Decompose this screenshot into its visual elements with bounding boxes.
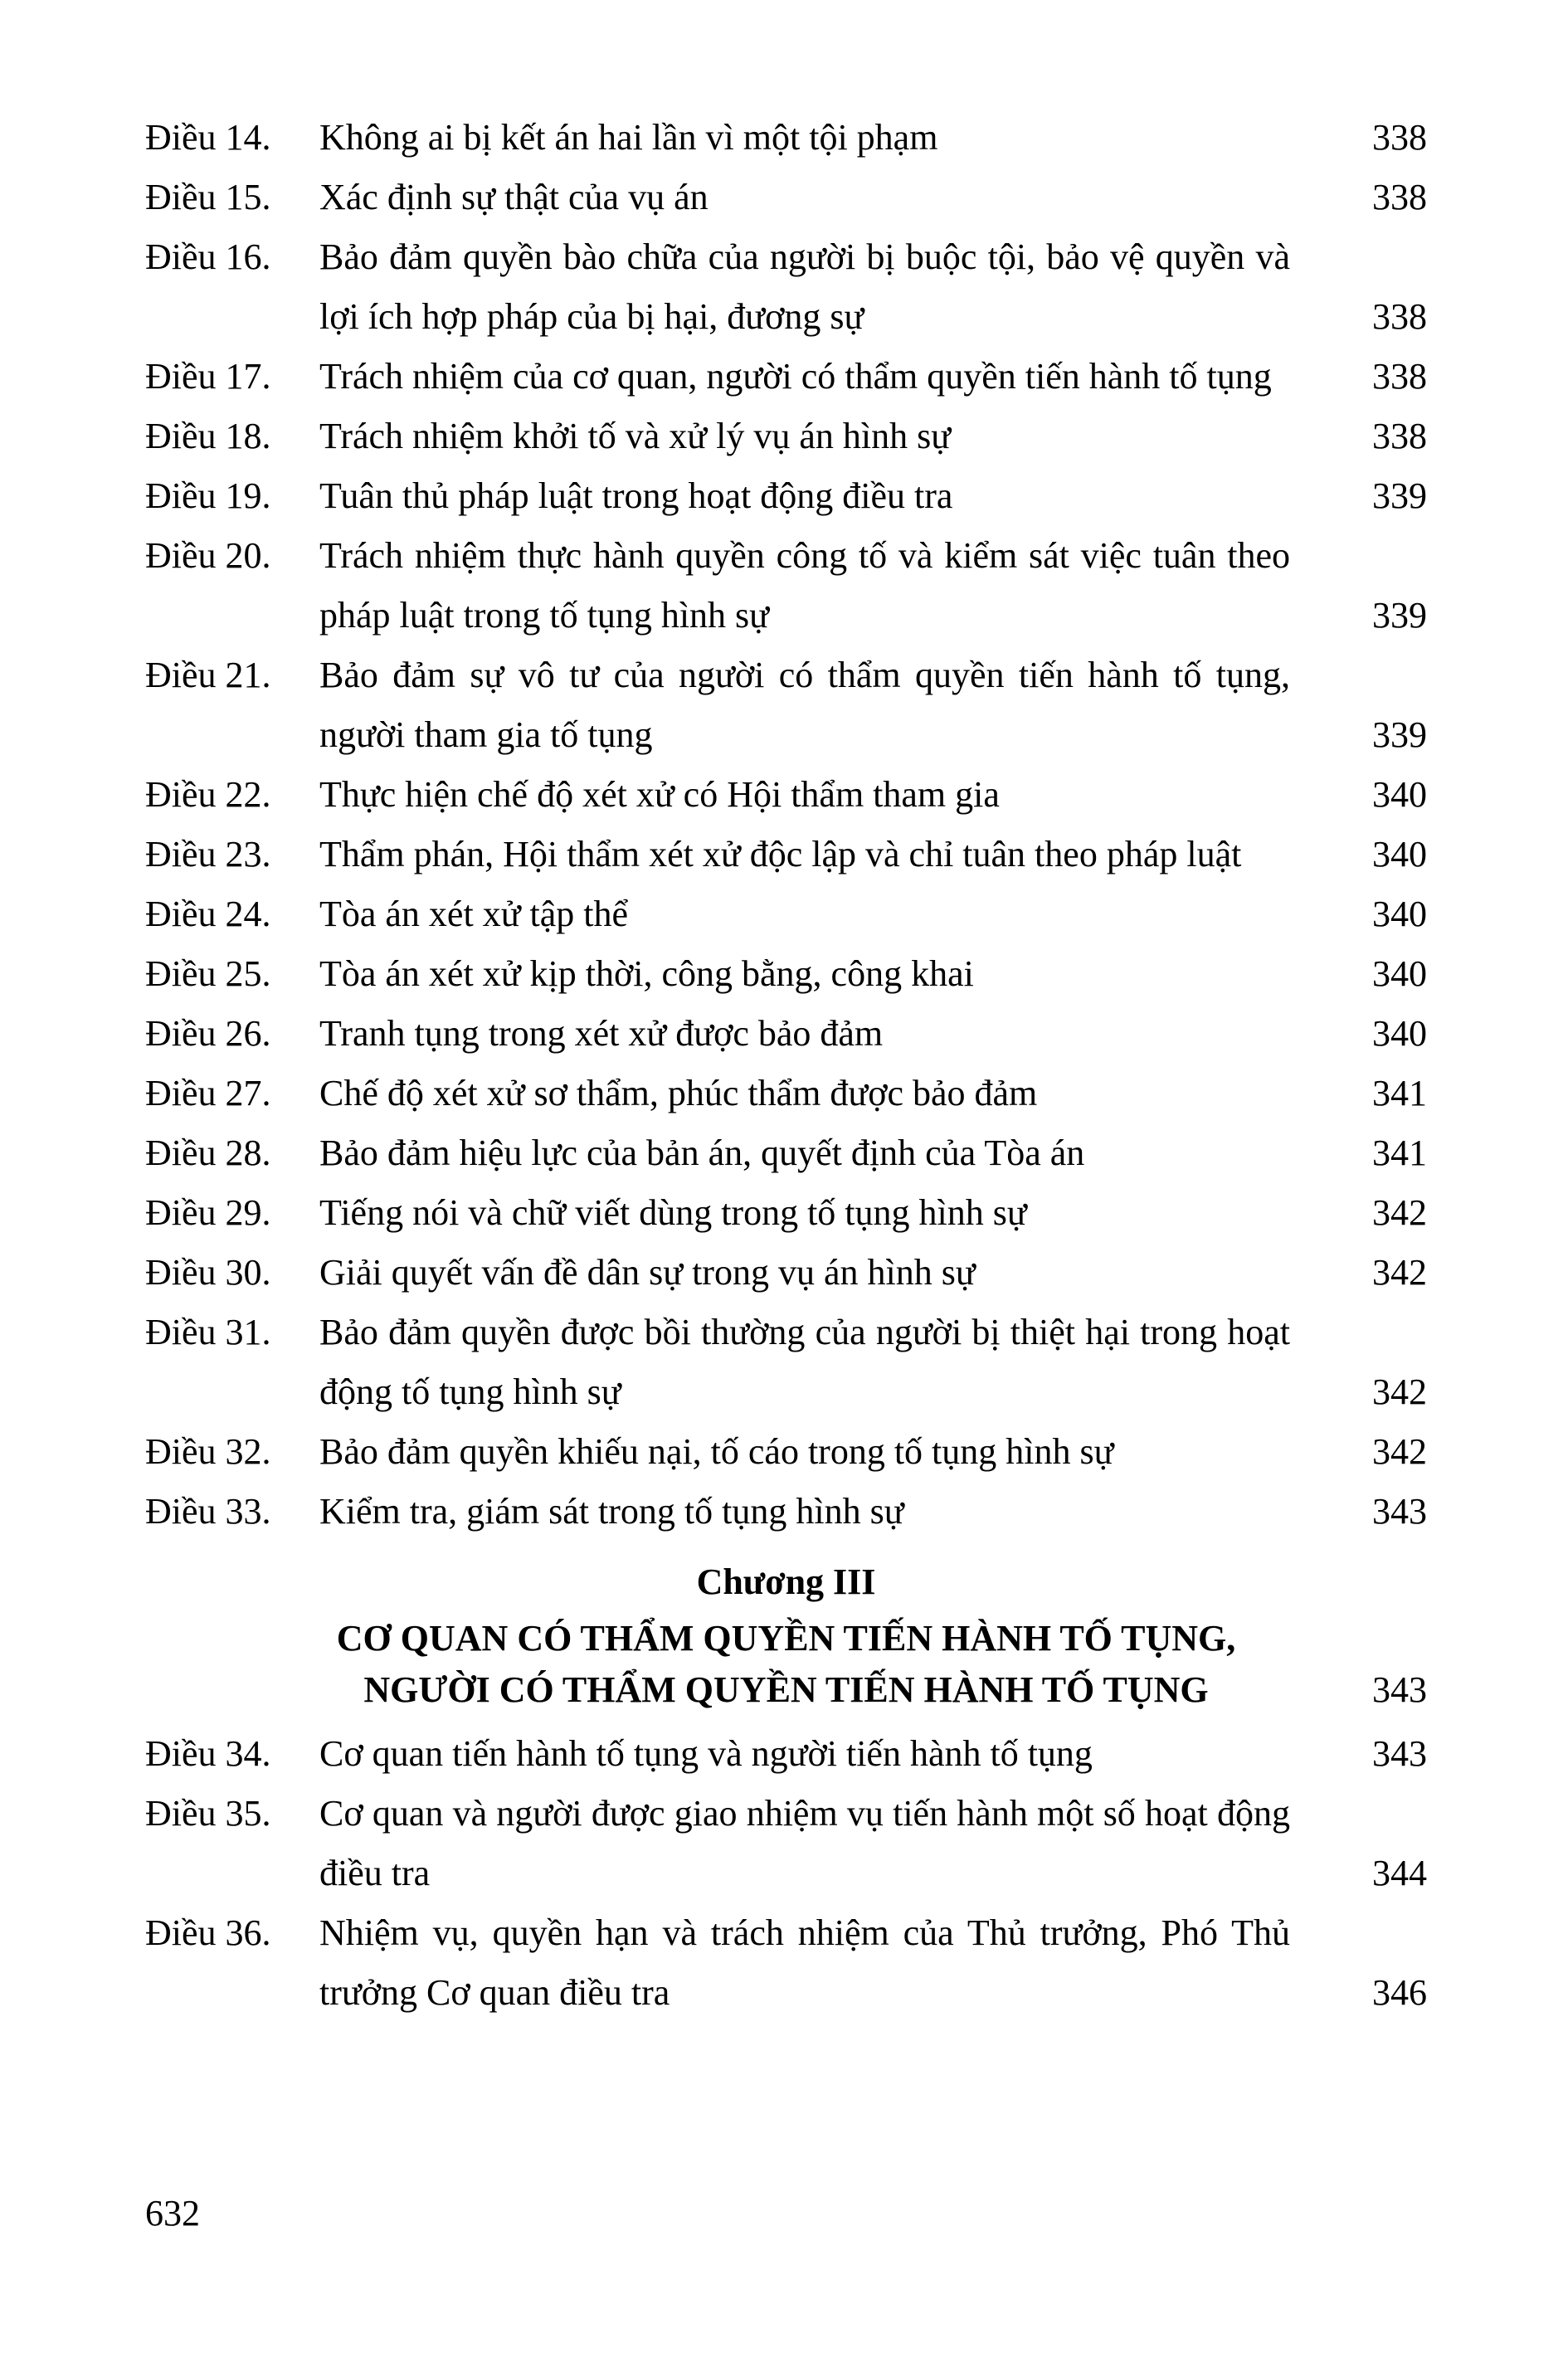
table-of-contents	[145, 108, 1427, 2023]
article-page-number: 340	[1372, 953, 1427, 994]
toc-entry	[145, 1064, 1427, 1123]
article-title: Tòa án xét xử tập thể	[319, 894, 629, 934]
article-title: Kiểm tra, giám sát trong tố tụng hình sự	[319, 1491, 904, 1532]
toc-entry	[145, 1422, 1427, 1482]
article-number: Điều 19.	[145, 475, 271, 516]
article-number: Điều 29.	[145, 1192, 271, 1233]
toc-entry	[145, 347, 1427, 407]
article-page-number: 340	[1372, 894, 1427, 934]
chapter-heading	[145, 1556, 1427, 1716]
article-number: Điều 18.	[145, 416, 271, 456]
article-title: Tòa án xét xử kịp thời, công bằng, công khai	[319, 953, 974, 994]
chapter-page-number: 343	[1372, 1669, 1427, 1710]
footer-page-number: 632	[145, 2193, 200, 2234]
toc-entry	[145, 944, 1427, 1004]
article-title: Bảo đảm hiệu lực của bản án, quyết định của Tòa án	[319, 1133, 1085, 1173]
article-title: Trách nhiệm thực hành quyền công tố và kiểm sát việc tuân theo pháp luật trong tố tụng hình sự	[319, 535, 1290, 636]
article-page-number: 341	[1372, 1133, 1427, 1173]
toc-entry	[145, 1004, 1427, 1064]
article-title: Bảo đảm sự vô tư của người có thẩm quyền tiến hành tố tụng, người tham gia tố tụng	[319, 655, 1290, 755]
article-title: Giải quyết vấn đề dân sự trong vụ án hình sự	[319, 1252, 976, 1293]
article-page-number: 340	[1372, 774, 1427, 815]
article-page-number: 342	[1372, 1431, 1427, 1472]
article-page-number: 343	[1372, 1733, 1427, 1774]
article-number: Điều 17.	[145, 356, 271, 397]
article-number: Điều 32.	[145, 1431, 271, 1472]
article-page-number: 341	[1372, 1073, 1427, 1113]
article-number: Điều 25.	[145, 953, 271, 994]
article-number: Điều 21.	[145, 655, 271, 695]
toc-entry	[145, 1183, 1427, 1243]
article-page-number: 342	[1372, 1371, 1427, 1412]
article-page-number: 338	[1372, 416, 1427, 456]
article-title: Cơ quan và người được giao nhiệm vụ tiến hành một số hoạt động điều tra	[319, 1793, 1290, 1893]
article-number: Điều 33.	[145, 1491, 271, 1532]
article-page-number: 340	[1372, 834, 1427, 874]
toc-entry	[145, 168, 1427, 227]
article-title: Thẩm phán, Hội thẩm xét xử độc lập và chỉ tuân theo pháp luật	[319, 834, 1242, 874]
article-page-number: 339	[1372, 595, 1427, 636]
article-number: Điều 28.	[145, 1133, 271, 1173]
article-number: Điều 14.	[145, 117, 271, 158]
article-page-number: 344	[1372, 1853, 1427, 1893]
article-page-number: 338	[1372, 356, 1427, 397]
article-title: Bảo đảm quyền khiếu nại, tố cáo trong tố tụng hình sự	[319, 1431, 1114, 1472]
article-page-number: 339	[1372, 475, 1427, 516]
article-page-number: 338	[1372, 296, 1427, 337]
article-page-number: 339	[1372, 714, 1427, 755]
toc-entry	[145, 825, 1427, 884]
article-title: Chế độ xét xử sơ thẩm, phúc thẩm được bảo đảm	[319, 1073, 1038, 1113]
toc-entry	[145, 1303, 1427, 1422]
toc-entry	[145, 1724, 1427, 1784]
article-number: Điều 34.	[145, 1733, 271, 1774]
toc-entry	[145, 1482, 1427, 1542]
article-title: Nhiệm vụ, quyền hạn và trách nhiệm của Thủ trưởng, Phó Thủ trưởng Cơ quan điều tra	[319, 1912, 1290, 2013]
article-number: Điều 30.	[145, 1252, 271, 1293]
article-number: Điều 24.	[145, 894, 271, 934]
article-number: Điều 16.	[145, 236, 271, 277]
article-title: Trách nhiệm khởi tố và xử lý vụ án hình sự	[319, 416, 952, 456]
article-number: Điều 23.	[145, 834, 271, 874]
article-number: Điều 15.	[145, 177, 271, 217]
toc-entry	[145, 407, 1427, 466]
chapter-title-line1: CƠ QUAN CÓ THẨM QUYỀN TIẾN HÀNH TỐ TỤNG,	[336, 1618, 1236, 1659]
article-number: Điều 31.	[145, 1312, 271, 1352]
chapter-title-line2: NGƯỜI CÓ THẨM QUYỀN TIẾN HÀNH TỐ TỤNG	[363, 1669, 1209, 1710]
toc-entry	[145, 526, 1427, 645]
article-number: Điều 22.	[145, 774, 271, 815]
article-title: Tranh tụng trong xét xử được bảo đảm	[319, 1013, 884, 1054]
article-title: Thực hiện chế độ xét xử có Hội thẩm tham gia	[319, 774, 1000, 815]
article-title: Cơ quan tiến hành tố tụng và người tiến hành tố tụng	[319, 1733, 1093, 1774]
article-number: Điều 26.	[145, 1013, 271, 1054]
article-number: Điều 20.	[145, 535, 271, 576]
article-page-number: 346	[1372, 1972, 1427, 2013]
article-page-number: 338	[1372, 117, 1427, 158]
article-title: Tiếng nói và chữ viết dùng trong tố tụng hình sự	[319, 1192, 1027, 1233]
article-page-number: 342	[1372, 1252, 1427, 1293]
article-page-number: 338	[1372, 177, 1427, 217]
article-page-number: 340	[1372, 1013, 1427, 1054]
article-page-number: 342	[1372, 1192, 1427, 1233]
article-number: Điều 36.	[145, 1912, 271, 1953]
article-title: Bảo đảm quyền bào chữa của người bị buộc tội, bảo vệ quyền và lợi ích hợp pháp của bị hại, đương sự	[319, 236, 1290, 337]
article-number: Điều 27.	[145, 1073, 271, 1113]
toc-entry	[145, 227, 1427, 347]
toc-entry	[145, 765, 1427, 825]
toc-entry	[145, 1903, 1427, 2023]
toc-entry	[145, 1243, 1427, 1303]
chapter-title-line2-row	[145, 1664, 1427, 1716]
article-title: Trách nhiệm của cơ quan, người có thẩm quyền tiến hành tố tụng	[319, 356, 1272, 397]
toc-entry	[145, 108, 1427, 168]
toc-entry	[145, 1784, 1427, 1903]
article-page-number: 343	[1372, 1491, 1427, 1532]
toc-entry	[145, 884, 1427, 944]
chapter-label: Chương III	[696, 1561, 876, 1602]
toc-entry	[145, 645, 1427, 765]
article-title: Bảo đảm quyền được bồi thường của người bị thiệt hại trong hoạt động tố tụng hình sự	[319, 1312, 1290, 1412]
article-title: Không ai bị kết án hai lần vì một tội phạm	[319, 117, 938, 158]
toc-entry	[145, 1123, 1427, 1183]
article-title: Xác định sự thật của vụ án	[319, 177, 709, 217]
article-number: Điều 35.	[145, 1793, 271, 1834]
article-title: Tuân thủ pháp luật trong hoạt động điều tra	[319, 475, 953, 516]
toc-entry	[145, 466, 1427, 526]
